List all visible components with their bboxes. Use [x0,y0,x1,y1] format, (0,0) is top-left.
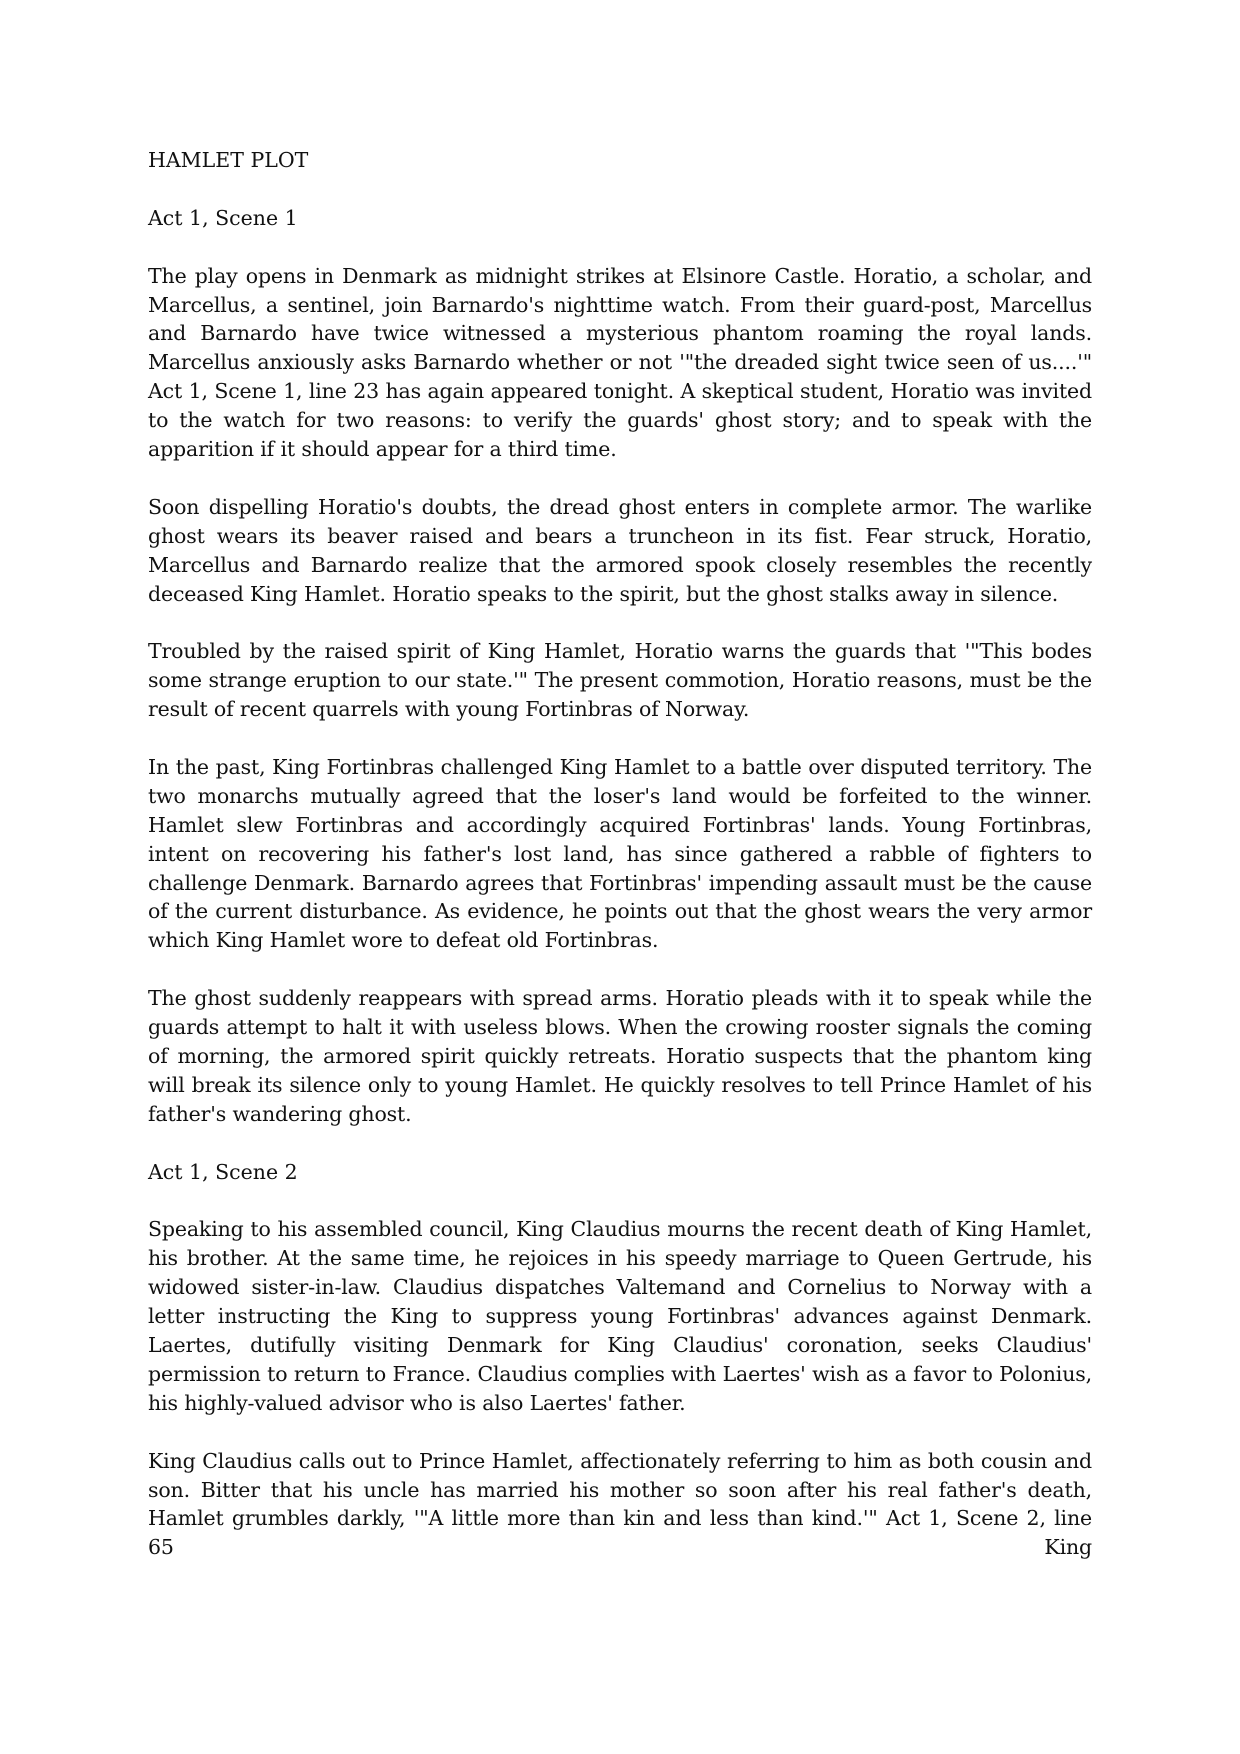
document-title: HAMLET PLOT [148,148,309,172]
paragraph: The play opens in Denmark as midnight strikes at Elsinore Castle. Horatio, a scholar, and Marcellus, a sentinel, join Barnardo's nighttime watch. From their guard-post, Marcellus and Barnardo have twice witnessed a mysterious phantom roaming the royal lands. Marcellus anxiously asks Barnardo whether or not '"the dreaded sight twice seen of us....'" Act 1, Scene 1, line 23 has again appeared tonight. A skeptical student, Horatio was invited to the watch for two reasons: to verify the guards' ghost story; and to speak with the apparition if it should appear for a third time. [148,263,1092,462]
section-heading-act1-scene1: Act 1, Scene 1 [148,205,298,230]
paragraph: King Claudius calls out to Prince Hamlet, affectionately referring to him as both cousin and son. Bitter that his uncle has married his mother so soon after his real father's death, Hamlet grumbles darkly, '"A little more than kin and less than kind.'" Act 1, Scene 2, line 65 King [148,1448,1092,1560]
paragraph: In the past, King Fortinbras challenged King Hamlet to a battle over disputed territory. The two monarchs mutually agreed that the loser's land would be forfeited to the winner. Hamlet slew Fortinbras and accordingly acquired Fortinbras' lands. Young Fortinbras, intent on recovering his father's lost land, has since gathered a rabble of fighters to challenge Denmark. Barnardo agrees that Fortinbras' impending assault must be the cause of the current disturbance. As evidence, he points out that the ghost wears the very armor which King Hamlet wore to defeat old Fortinbras. [148,754,1092,953]
paragraph: The ghost suddenly reappears with spread arms. Horatio pleads with it to speak while the guards attempt to halt it with useless blows. When the crowing rooster signals the coming of morning, the armored spirit quickly retreats. Horatio suspects that the phantom king will break its silence only to young Hamlet. He quickly resolves to tell Prince Hamlet of his father's wandering ghost. [148,986,1092,1126]
paragraph: Speaking to his assembled council, King Claudius mourns the recent death of King Hamlet, his brother. At the same time, he rejoices in his speedy marriage to Queen Gertrude, his widowed sister-in-law. Claudius dispatches Valtemand and Cornelius to Norway with a letter instructing the King to suppress young Fortinbras' advances against Denmark. Laertes, dutifully visiting Denmark for King Claudius' coronation, seeks Claudius' permission to return to France. Claudius complies with Laertes' wish as a favor to Polonius, his highly-valued advisor who is also Laertes' father. [148,1217,1092,1415]
paragraph: Soon dispelling Horatio's doubts, the dread ghost enters in complete armor. The warlike ghost wears its beaver raised and bears a truncheon in its fist. Fear struck, Horatio, Marcellus and Barnardo realize that the armored spook closely resembles the recently deceased King Hamlet. Horatio speaks to the spirit, but the ghost stalks away in silence. [148,494,1092,606]
paragraph: Troubled by the raised spirit of King Hamlet, Horatio warns the guards that '"This bodes some strange eruption to our state.'" The present commotion, Horatio reasons, must be the result of recent quarrels with young Fortinbras of Norway. [148,639,1092,722]
document-page [148,146,1092,1562]
section-heading-act1-scene2: Act 1, Scene 2 [148,1159,298,1184]
